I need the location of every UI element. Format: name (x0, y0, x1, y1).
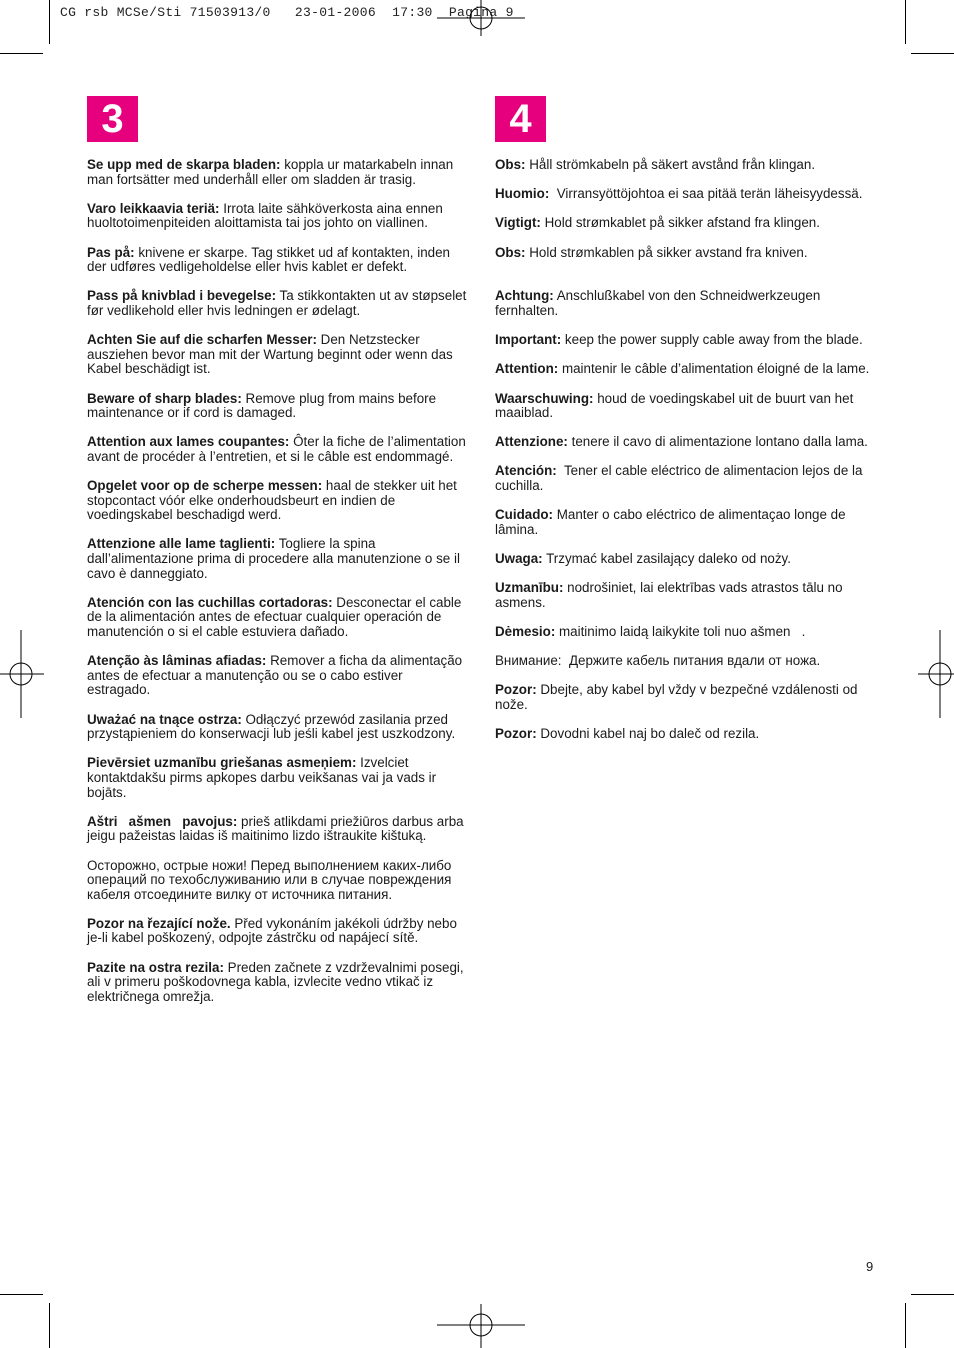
crop-mark (905, 1303, 906, 1348)
print-slug: CG rsb MCSe/Sti 71503913/0 23-01-2006 17:30 Pagina 9 (60, 5, 514, 20)
section-3-warnings (87, 158, 469, 1019)
crop-mark (911, 53, 954, 54)
warning-paragraph: Внимание: Держите кабель питания вдали от ножа. (495, 653, 821, 669)
warning-paragraph: Pas på: knivene er skarpe. Tag stikket ud af kontakten, inden der udføres vedligeholdelse eller hvis kablet er defekt. (87, 244, 451, 275)
warning-paragraph: Obs: Hold strømkablen på sikker avstand fra kniven. (495, 244, 808, 260)
warning-paragraph: Pozor: Dbejte, aby kabel byl vždy v bezpečné vzdálenosti od nože. (495, 682, 858, 712)
page-number: 9 (866, 1259, 874, 1274)
crop-mark (905, 0, 906, 44)
warning-paragraph: Atención con las cuchillas cortadoras: Desconectar el cable de la alimentación antes de efectuar cualquier operación de manutención o si el cable estuviera dañado. (87, 594, 462, 639)
registration-mark-icon (437, 1304, 525, 1348)
warning-paragraph: Atenção às lâminas afiadas: Remover a ficha da alimentação antes de efectuar a manutenção ou se o cabo estiver estragado. (87, 653, 463, 698)
warning-paragraph: Huomio: Virransyöttöjohtoa ei saa pitää terän läheisyydessä. (495, 186, 863, 202)
warning-paragraph: Vigtigt: Hold strømkablet på sikker afstand fra klingen. (495, 215, 820, 231)
warning-paragraph: Attenzione: tenere il cavo di alimentazione lontano dalla lama. (495, 434, 868, 450)
registration-mark-icon (918, 630, 954, 718)
warning-paragraph: Attention aux lames coupantes: Ôter la fiche de l’alimentation avant de procéder à l’entretien, et si le câble est endommagé. (87, 434, 466, 464)
warning-paragraph: Pievērsiet uzmanību griešanas asmeņiem: Izvelciet kontaktdakšu pirms apkopes darbu veikšanas vai ja vads ir bojāts. (87, 755, 437, 800)
warning-paragraph: Beware of sharp blades: Remove plug from mains before maintenance or if cord is damaged. (87, 390, 437, 421)
crop-mark (0, 1294, 43, 1295)
warning-paragraph: Aštri ašmen pavojus: prieš atlikdami priežiūros darbus arba jeigu pažeistas laidas iš maitinimo lizdo ištraukite kištuką. (87, 813, 464, 844)
warning-paragraph: Se upp med de skarpa bladen: koppla ur matarkabeln innan man fortsätter med underhåll eller om sladden är trasig. (87, 157, 454, 187)
warning-paragraph: Atención: Tener el cable eléctrico de alimentacion lejos de la cuchilla. (495, 463, 867, 494)
crop-mark (0, 53, 43, 54)
warning-paragraph: Pozor: Dovodni kabel naj bo daleč od rezila. (495, 726, 760, 742)
warning-paragraph: Waarschuwing: houd de voedingskabel uit de buurt van het maaiblad. (495, 390, 854, 421)
warning-paragraph: Cuidado: Manter o cabo eléctrico de alimentaçao longe de lâmina. (495, 507, 846, 537)
registration-mark-icon (0, 630, 44, 718)
warning-paragraph: Pazite na ostra rezila: Preden začnete z vzdrževalnimi posegi, ali v primeru poškodovnega kabla, izvlecite vedno vtikač iz električnega omrežja. (87, 959, 464, 1004)
section-number-badge: 3 (87, 96, 138, 142)
warning-paragraph: Dėmesio: maitinimo laidą laikykite toli nuo ašmen . (495, 624, 806, 639)
registration-mark-icon (437, 0, 525, 36)
warning-paragraph: Uzmanību: nodrošiniet, lai elektrības vads atrastos tālu no asmens. (495, 580, 843, 610)
warning-paragraph: Осторожно, острые ножи! Перед выполнением каких-либо операций по техобслуживанию или в случае повреждения кабеля отсоедините вилку от источника питания. (87, 857, 452, 902)
warning-paragraph: Pass på knivblad i bevegelse: Ta stikkontakten ut av støpselet før vedlikehold eller hvis ledningen er ødelagt. (87, 288, 467, 318)
warning-paragraph: Attenzione alle lame taglienti: Togliere la spina dall’alimentazione prima di procedere alla manutenzione o se il cavo è danneggiato. (87, 536, 460, 581)
warning-paragraph: Attention: maintenir le câble d’alimentation éloigné de la lame. (495, 361, 870, 377)
warning-paragraph: Obs: Håll strömkabeln på säkert avstånd från klingan. (495, 157, 816, 172)
warning-paragraph: Achten Sie auf die scharfen Messer: Den Netzstecker ausziehen bevor man mit der Wartung beginnt oder wenn das Kabel beschädigt ist. (87, 332, 453, 377)
warning-paragraph: Pozor na řezající nože. Před vykonáním jakékoli údržby nebo je-li kabel poškozený, odpojte zástrčku od napájecí sítě. (87, 915, 457, 946)
spacer (495, 275, 877, 290)
warning-paragraph: Uważać na tnące ostrza: Odłączyć przewód zasilania przed przystąpieniem do konserwacji lub jeśli kabel jest uszkodzony. (87, 711, 456, 742)
warning-paragraph: Uwaga: Trzymać kabel zasilający daleko od noży. (495, 551, 791, 567)
crop-mark (911, 1294, 954, 1295)
section-4-warnings (495, 158, 877, 756)
warning-paragraph: Varo leikkaavia teriä: Irrota laite sähköverkosta aina ennen huoltotoimenpiteiden aloittamista tai jos johto on viallinen. (87, 200, 443, 231)
crop-mark (49, 0, 50, 44)
warning-paragraph: Opgelet voor op de scherpe messen: haal de stekker uit het stopcontact vóór elke onderhoudsbeurt en indien de voedingskabel beschadigd werd. (87, 478, 457, 523)
warning-paragraph: Important: keep the power supply cable away from the blade. (495, 332, 863, 348)
crop-mark (49, 1303, 50, 1348)
section-number-badge: 4 (495, 96, 546, 142)
warning-paragraph: Achtung: Anschlußkabel von den Schneidwerkzeugen fernhalten. (495, 288, 821, 318)
